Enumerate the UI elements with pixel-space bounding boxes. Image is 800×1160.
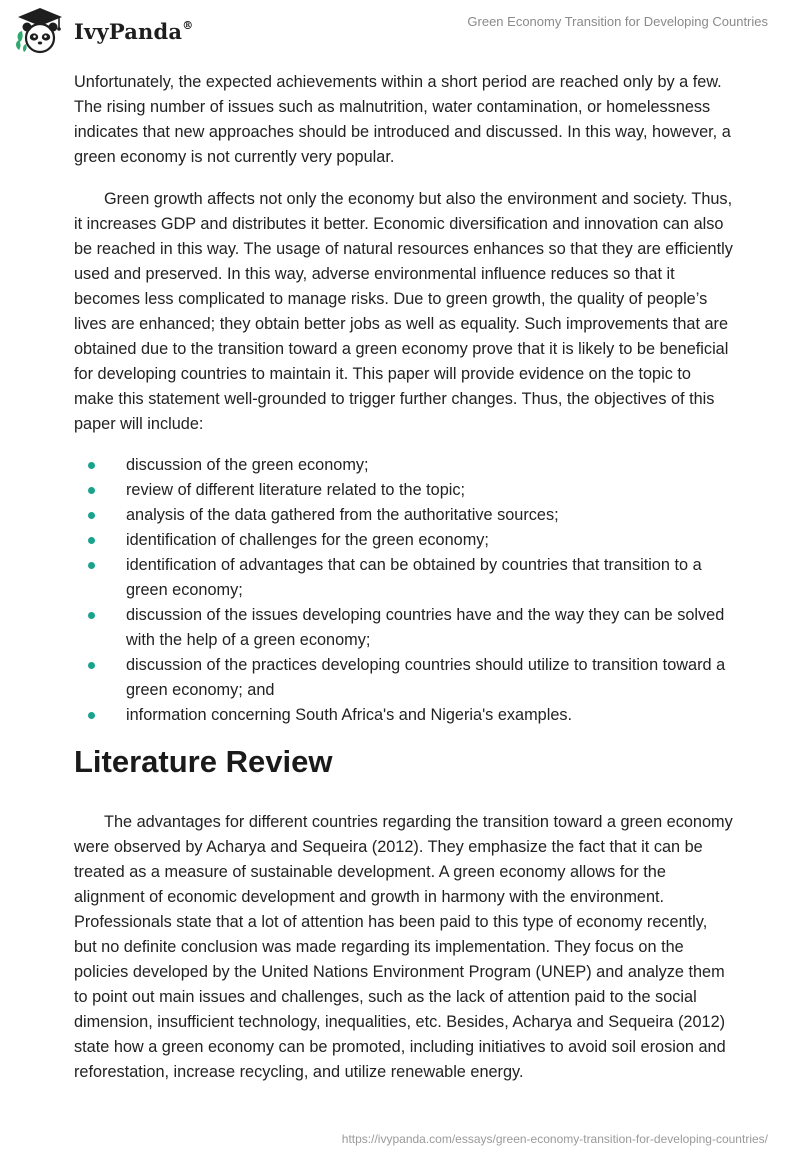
page-header — [0, 0, 800, 60]
list-item: analysis of the data gathered from the authoritative sources; — [74, 503, 734, 528]
list-item: discussion of the green economy; — [74, 453, 734, 478]
paragraph-literature: The advantages for different countries regarding the transition toward a green economy were observed by Acharya and Sequeira (2012). They emphasize the fact that it can be treated as a measure of sustainable development. A green economy allows for the alignment of economic development and growth in harmony with the environment. Professionals state that a lot of attention has been paid to this type of economy recently, but no definite conclusion was made regarding its implementation. They focus on the policies developed by the United Nations Environment Program (UNEP) and analyze them to point out main issues and challenges, such as the lack of attention paid to the social dimension, insufficient technology, inequalities, etc. Besides, Acharya and Sequeira (2012) state how a green economy can be promoted, including initiatives to avoid soil erosion and reforestation, increase recycling, and utilize renewable energy. — [74, 813, 733, 1081]
paragraph-intro: Unfortunately, the expected achievements within a short period are reached only by a few. The rising number of issues such as malnutrition, water contamination, or homelessness indicates that new approaches should be introduced and discussed. In this way, however, a green economy is not currently very popular. — [74, 73, 731, 166]
bullet-icon — [88, 712, 95, 719]
list-item: identification of advantages that can be obtained by countries that transition to a green economy; — [74, 553, 734, 603]
list-item: discussion of the issues developing countries have and the way they can be solved with the help of a green economy; — [74, 603, 734, 653]
essay-content — [74, 70, 734, 1085]
document-title: Green Economy Transition for Developing Countries — [467, 14, 768, 29]
list-item: review of different literature related to the topic; — [74, 478, 734, 503]
bullet-icon — [88, 462, 95, 469]
bullet-icon — [88, 487, 95, 494]
panda-graduate-icon — [14, 6, 66, 56]
bullet-icon — [88, 612, 95, 619]
section-heading-literature-review: Literature Review — [74, 744, 333, 779]
bullet-icon — [88, 662, 95, 669]
paragraph-green-growth: Green growth affects not only the economy but also the environment and society. Thus, it increases GDP and distributes it better. Economic diversification and innovation can also be reached in this way. The usage of natural resources enhances so that they are efficiently used and preserved. In this way, adverse environmental influence reduces so that it becomes less complicated to manage risks. Due to green growth, the quality of people’s lives are enhanced; they obtain better jobs as well as equality. Such improvements that are obtained due to the transition toward a green economy prove that it is likely to be beneficial for developing countries to maintain it. This paper will provide evidence on the topic to make this statement well-grounded to trigger further changes. Thus, the objectives of this paper will include: — [74, 190, 733, 433]
list-item: information concerning South Africa's and Nigeria's examples. — [74, 703, 734, 728]
list-item: identification of challenges for the green economy; — [74, 528, 734, 553]
list-item: discussion of the practices developing countries should utilize to transition toward a green economy; and — [74, 653, 734, 703]
ivypanda-logo[interactable] — [14, 6, 193, 56]
registered-mark: ® — [182, 18, 194, 32]
bullet-icon — [88, 537, 95, 544]
objectives-list — [74, 453, 734, 728]
bullet-icon — [88, 512, 95, 519]
bullet-icon — [88, 562, 95, 569]
source-url[interactable]: https://ivypanda.com/essays/green-economy-transition-for-developing-countries/ — [341, 1132, 768, 1146]
brand-name: IvyPanda® — [74, 18, 194, 44]
